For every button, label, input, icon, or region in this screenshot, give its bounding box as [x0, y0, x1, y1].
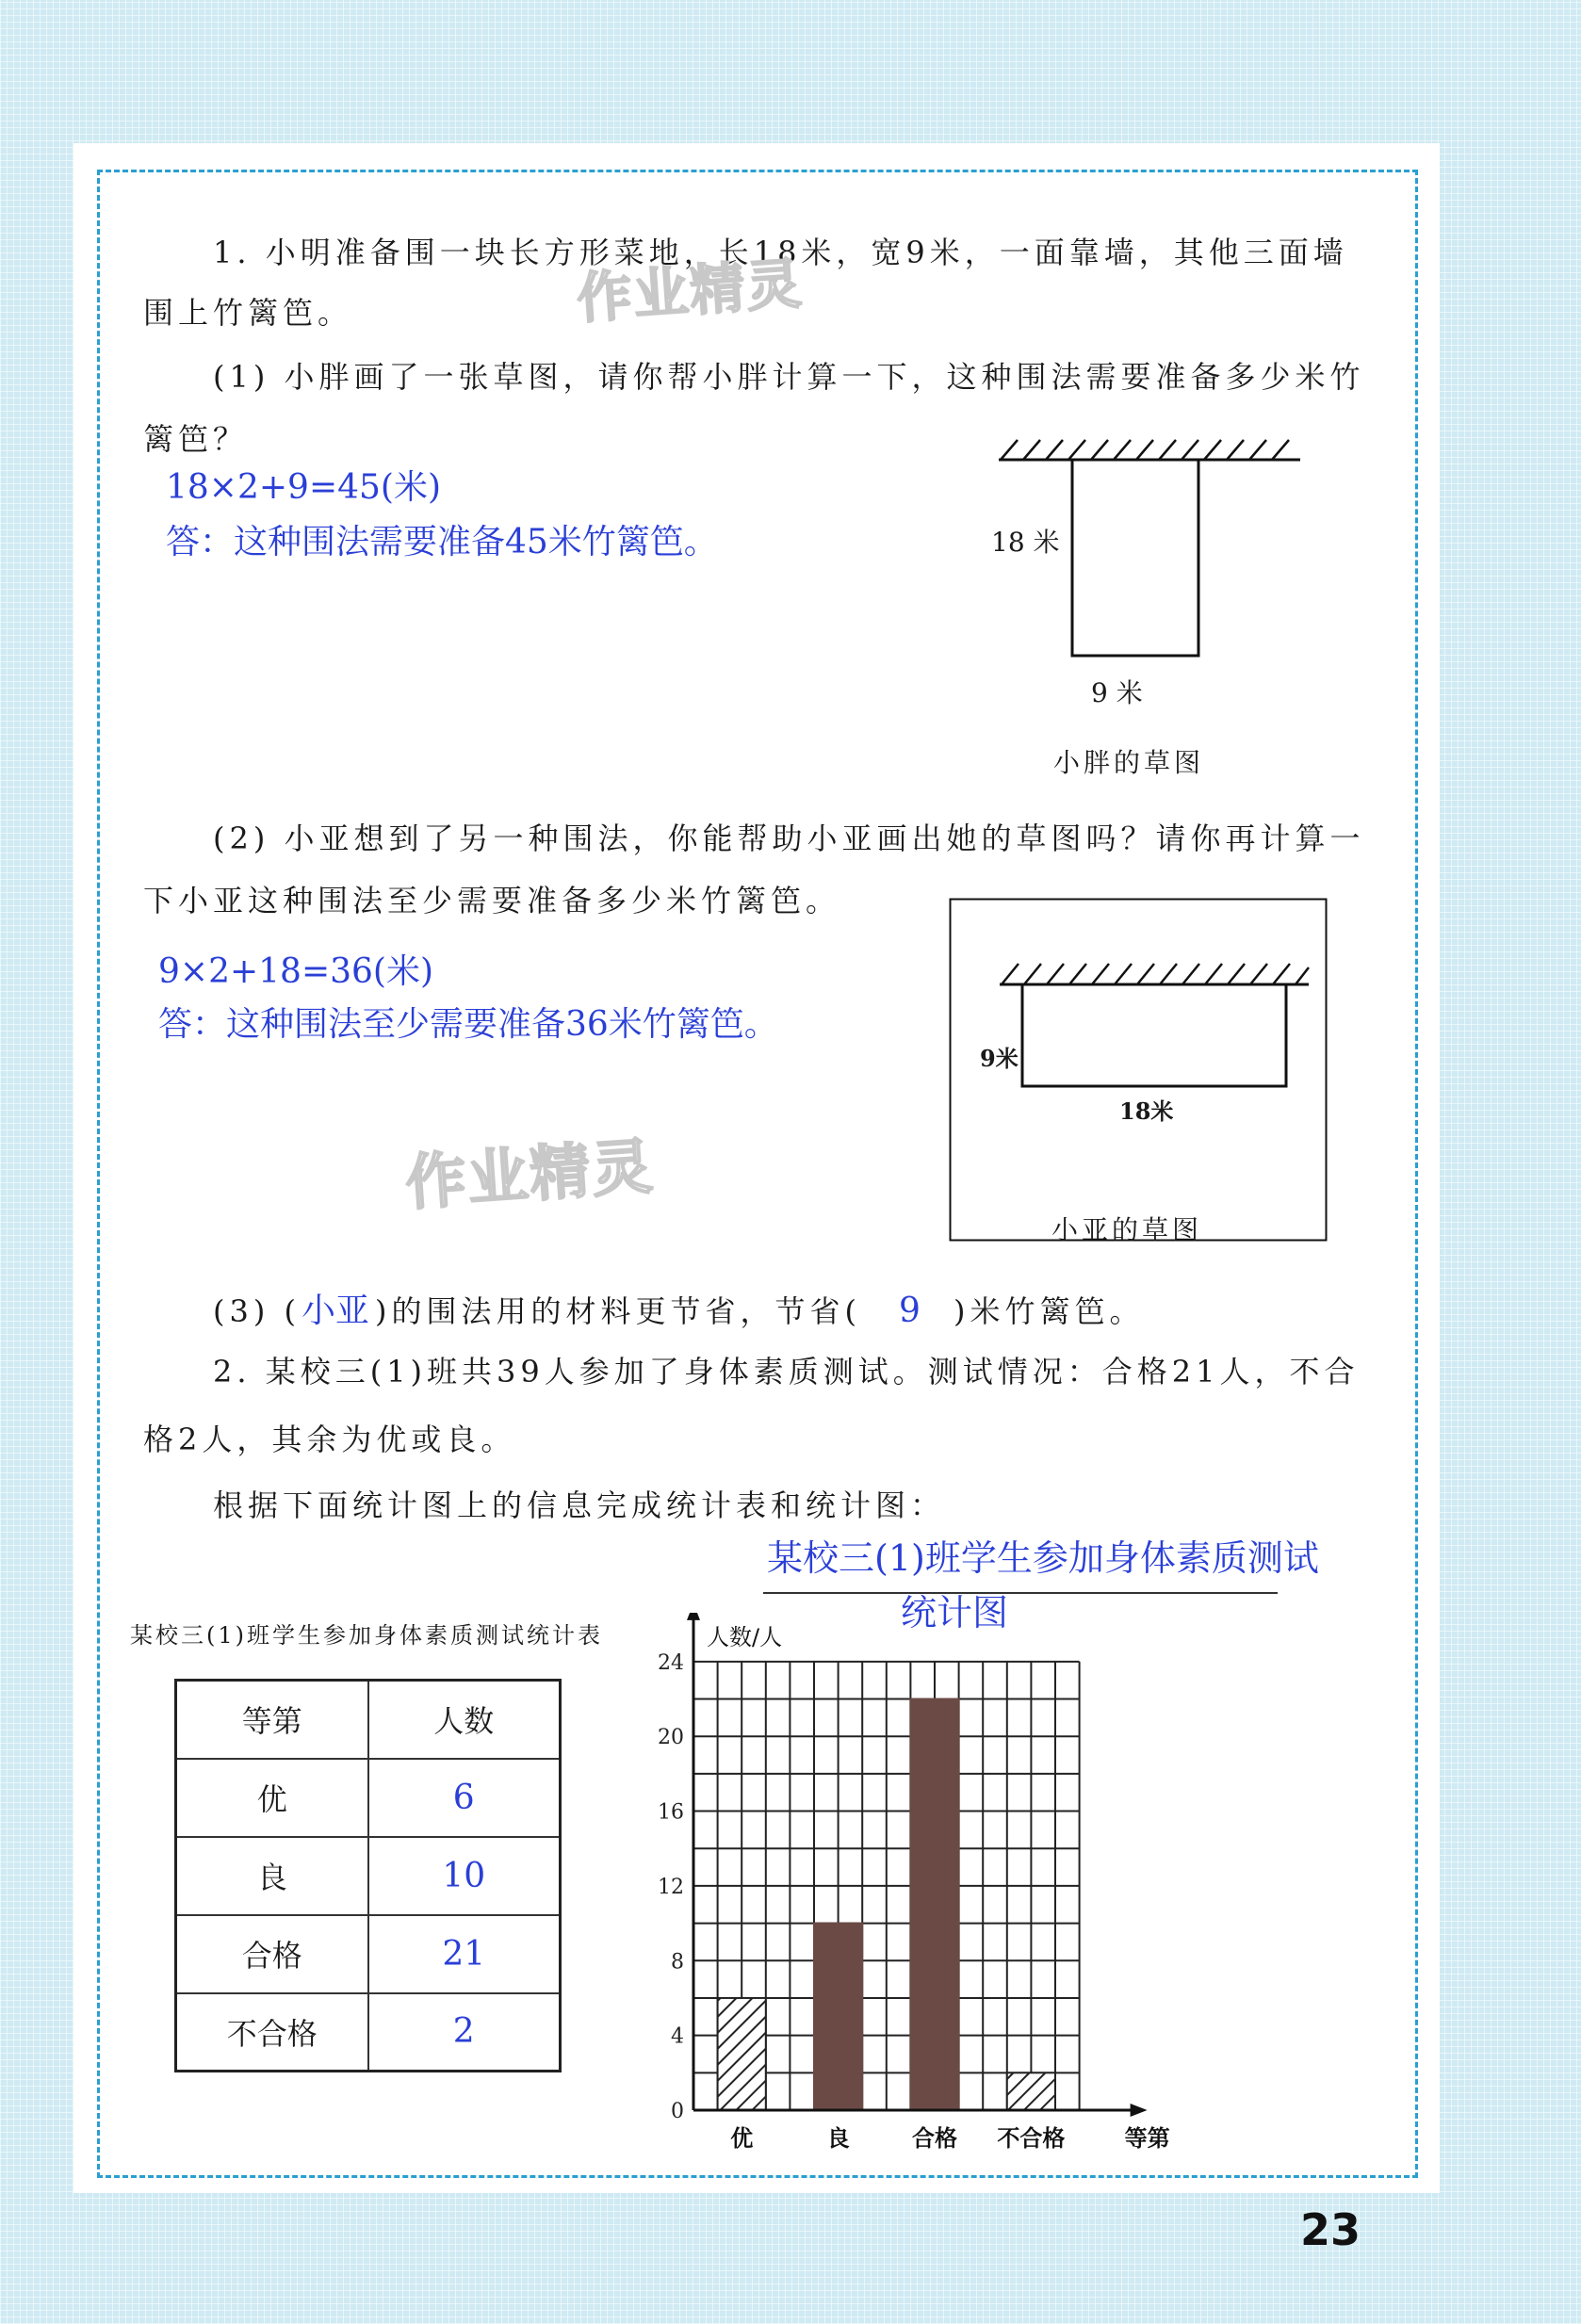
page-number: 23 [1300, 2204, 1361, 2255]
count-cell[interactable]: 21 [368, 1915, 561, 1993]
x-tick-label: 良 [826, 2125, 850, 2152]
grade-cell: 不合格 [176, 1993, 368, 2072]
q1-part2-line2: 下小亚这种围法至少需要准备多少米竹篱笆。 [143, 883, 841, 918]
q1-part2-answer: 答：这种围法至少需要准备36米竹篱笆。 [158, 1005, 778, 1044]
x-tick-label: 不合格 [997, 2125, 1066, 2152]
q1-intro-line2: 围上竹篱笆。 [143, 295, 353, 331]
bar-2 [910, 1699, 958, 2110]
x-axis-arrow [1131, 2104, 1148, 2117]
table-title: 某校三(1)班学生参加身体素质测试统计表 [130, 1622, 603, 1649]
count-cell[interactable]: 6 [368, 1759, 561, 1837]
q1-part3-blank1[interactable]: 小亚 [302, 1292, 370, 1330]
q1-part1-line1: (1) 小胖画了一张草图，请你帮小胖计算一下，这种围法需要准备多少米竹 [213, 359, 1365, 395]
q1-part1-calc: 18×2+9=45(米) [166, 468, 442, 507]
table-row [176, 1993, 561, 2072]
x-tick-label: 合格 [912, 2125, 957, 2152]
q1-part3-middle: )的围法用的材料更节省，节省( [375, 1293, 861, 1329]
q2-line1: 2. 某校三(1)班共39人参加了身体素质测试。测试情况：合格21人，不合 [213, 1354, 1360, 1390]
y-tick-label: 4 [671, 2024, 684, 2049]
fig1-bottom-label: 9 米 [1091, 677, 1143, 708]
chart-title-line1: 某校三(1)班学生参加身体素质测试 [767, 1537, 1319, 1579]
grade-cell: 合格 [176, 1915, 368, 1993]
fig1-caption: 小胖的草图 [1053, 747, 1205, 778]
grade-cell: 优 [176, 1759, 368, 1837]
q1-part3-suffix: )米竹篱笆。 [953, 1293, 1145, 1329]
y-tick-label: 20 [658, 1726, 684, 1750]
y-tick-label: 0 [671, 2100, 684, 2123]
q2-line2: 格2人，其余为优或良。 [143, 1422, 516, 1457]
bar-3 [1007, 2072, 1055, 2110]
q2-line3: 根据下面统计图上的信息完成统计表和统计图： [213, 1487, 946, 1523]
fig2-bottom-label: 18米 [1119, 1097, 1174, 1125]
y-tick-label: 16 [658, 1800, 684, 1825]
count-cell[interactable]: 10 [368, 1837, 561, 1915]
y-tick-label: 12 [658, 1875, 684, 1899]
fig2-caption: 小亚的草图 [1051, 1214, 1203, 1245]
q1-part3-blank2[interactable]: 9 [899, 1292, 921, 1330]
table-header-cell: 人数 [368, 1681, 561, 1759]
grade-cell: 良 [176, 1837, 368, 1915]
count-cell[interactable]: 2 [368, 1993, 561, 2072]
q1-part1-answer: 答：这种围法需要准备45米竹篱笆。 [166, 523, 718, 561]
y-tick-label: 8 [671, 1950, 684, 1975]
bar-0 [718, 1998, 766, 2110]
table-header-row [176, 1681, 561, 1759]
table-row [176, 1759, 561, 1837]
chart-title-line2: 统计图 [901, 1592, 1009, 1633]
x-tick-label: 优 [730, 2125, 754, 2152]
y-axis-arrow [687, 1613, 700, 1620]
stat-table [174, 1679, 562, 2072]
chart-title-underline [763, 1592, 1278, 1594]
x-axis-label: 等第 [1124, 2125, 1170, 2152]
watermark: 作业精灵 [575, 251, 806, 332]
q1-part2-line1: (2) 小亚想到了另一种围法，你能帮助小亚画出她的草图吗？请你再计算一 [213, 821, 1365, 856]
bar-chart [641, 1613, 1413, 2169]
table-header-cell: 等第 [176, 1681, 368, 1759]
table-row [176, 1915, 561, 1993]
y-tick-label: 24 [658, 1650, 684, 1675]
fig1-side-label: 18 米 [991, 527, 1060, 558]
q1-part1-line2: 篱笆？ [143, 421, 249, 457]
q1-intro-line1: 1. 小明准备围一块长方形菜地，长18米，宽9米，一面靠墙，其他三面墙 [213, 235, 1348, 270]
bar-1 [814, 1924, 862, 2110]
q1-part2-calc: 9×2+18=36(米) [158, 952, 434, 991]
q1-part3-prefix: (3) ( [213, 1293, 301, 1329]
fig2-side-label: 9米 [980, 1045, 1019, 1072]
y-axis-label: 人数/人 [707, 1623, 783, 1650]
watermark: 作业精灵 [403, 1131, 657, 1220]
table-row [176, 1837, 561, 1915]
